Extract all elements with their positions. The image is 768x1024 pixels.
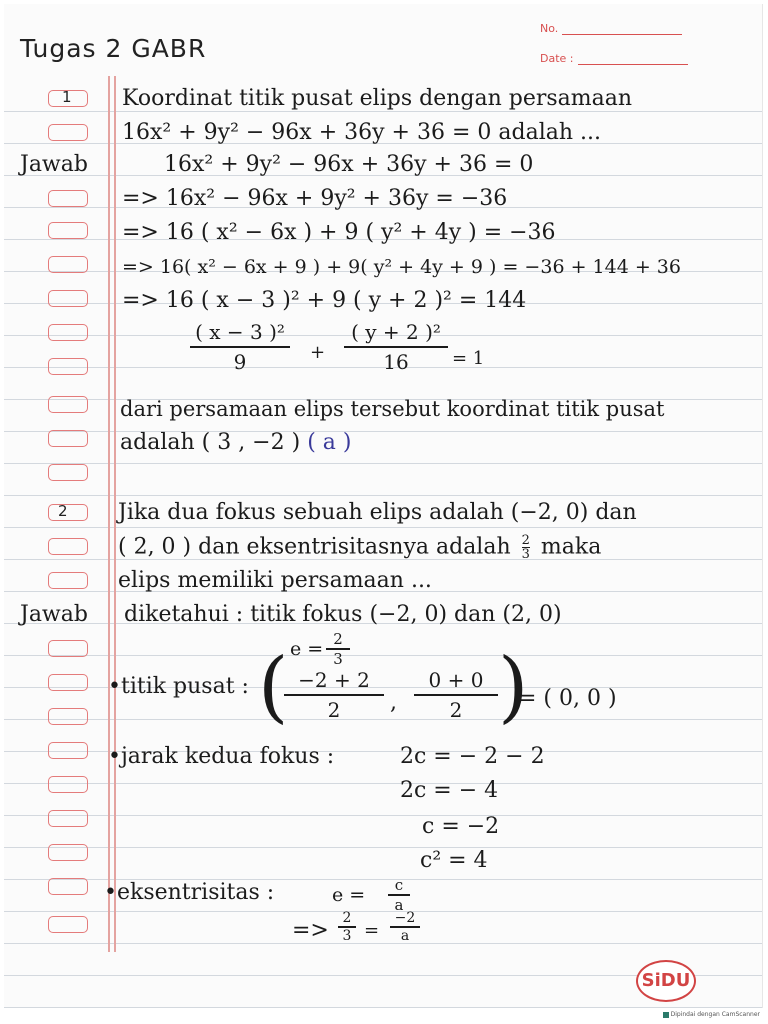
fraction-numerator: ( y + 2 )²: [351, 320, 441, 344]
center-coordinate: adalah ( 3 , −2 ): [120, 430, 301, 455]
fraction-numerator: −2: [394, 910, 416, 926]
distance-step: 2c = − 2 − 2: [400, 744, 545, 769]
known-line: diketahui : titik fokus (−2, 0) dan (2, 0): [124, 602, 562, 627]
fraction: [326, 630, 350, 668]
margin-box: [48, 708, 88, 725]
fraction-numerator: 2: [521, 533, 530, 548]
conclusion-line: dari persamaan elips tersebut koordinat titik pusat: [120, 397, 665, 421]
fraction-bar: [414, 694, 498, 696]
distance-label: •jarak kedua fokus :: [108, 744, 335, 769]
margin-box: [48, 572, 88, 589]
fraction-denominator: a: [400, 928, 410, 944]
paren-right: ): [498, 642, 529, 732]
margin-box: [48, 124, 88, 141]
scanner-watermark: [663, 1011, 760, 1018]
margin-box: [48, 324, 88, 341]
margin-box: [48, 640, 88, 657]
margin-line: [108, 76, 110, 952]
fraction-numerator: ( x − 3 )²: [195, 320, 285, 344]
fraction: [190, 320, 290, 374]
ecc-arrow: =>: [292, 918, 329, 943]
ecc-e: e =: [332, 884, 366, 906]
fraction: [338, 910, 356, 944]
no-field: [540, 22, 682, 35]
scanner-text: Dipindai dengan CamScanner: [670, 1011, 760, 1018]
camscanner-icon: [663, 1012, 669, 1018]
margin-box: [48, 742, 88, 759]
page-title: Tugas 2 GABR: [20, 34, 207, 63]
solution-step: => 16x² − 96x + 9y² + 36y = −36: [122, 186, 508, 211]
margin-box: [48, 256, 88, 273]
margin-box: [48, 358, 88, 375]
solution-step: => 16 ( x² − 6x ) + 9 ( y² + 4y ) = −36: [122, 220, 556, 245]
distance-step: c² = 4: [420, 848, 488, 873]
question-line: 16x² + 9y² − 96x + 36y + 36 = 0 adalah ...: [122, 120, 601, 145]
fraction-bar: [284, 694, 384, 696]
margin-box: [48, 430, 88, 447]
comma: ,: [390, 690, 397, 715]
brand-logo: SiDU: [636, 960, 696, 1002]
fraction-denominator: 2: [449, 698, 463, 722]
question-line: [118, 534, 601, 561]
notebook-page: [4, 4, 763, 1008]
fraction-denominator: 9: [233, 350, 247, 374]
distance-step: c = −2: [422, 814, 500, 839]
fraction-numerator: −2 + 2: [298, 668, 370, 692]
e-label: e =: [290, 638, 324, 660]
margin-box: [48, 190, 88, 207]
question-line: Jika dua fokus sebuah elips adalah (−2, 0) dan: [118, 500, 637, 525]
margin-box: [48, 916, 88, 933]
fraction: [414, 668, 498, 722]
question-text: maka: [540, 534, 602, 560]
problem-number: 2: [58, 502, 68, 520]
answer-choice: ( a ): [307, 430, 352, 455]
date-field: [540, 52, 688, 65]
fraction: [390, 910, 420, 944]
fraction-denominator: 3: [342, 928, 352, 944]
fraction-numerator: 2: [342, 910, 352, 926]
margin-box: [48, 504, 88, 521]
margin-box: [48, 810, 88, 827]
fraction-bar: [190, 346, 290, 348]
margin-box: [48, 222, 88, 239]
margin-box: [48, 674, 88, 691]
fraction-numerator: 0 + 0: [428, 668, 484, 692]
problem-number: 1: [62, 88, 72, 106]
margin-box: [48, 878, 88, 895]
question-text: ( 2, 0 ) dan eksentrisitasnya adalah: [118, 534, 511, 560]
question-line: elips memiliki persamaan ...: [118, 568, 432, 593]
fraction: [522, 534, 530, 561]
distance-step: 2c = − 4: [400, 778, 499, 803]
margin-box: [48, 464, 88, 481]
equals-one: = 1: [452, 348, 485, 369]
fraction-numerator: 2: [333, 630, 343, 648]
margin-box: [48, 776, 88, 793]
fraction: [388, 876, 410, 914]
fraction-denominator: 3: [521, 547, 530, 562]
margin-box: [48, 290, 88, 307]
no-label: No.: [540, 22, 559, 35]
fraction: [344, 320, 448, 374]
jawab-label: Jawab: [20, 152, 88, 177]
plus-sign: +: [310, 342, 326, 363]
solution-step: => 16 ( x − 3 )² + 9 ( y + 2 )² = 144: [122, 288, 527, 313]
center-label: •titik pusat :: [108, 674, 249, 699]
conclusion-line: [120, 430, 351, 456]
fraction-denominator: 2: [327, 698, 341, 722]
fraction-numerator: c: [394, 876, 404, 894]
fraction-bar: [344, 346, 448, 348]
fraction-denominator: 3: [333, 650, 343, 668]
solution-step: 16x² + 9y² − 96x + 36y + 36 = 0: [164, 152, 534, 177]
jawab-label: Jawab: [20, 602, 88, 627]
margin-line: [114, 76, 116, 952]
question-line: Koordinat titik pusat elips dengan persamaan: [122, 86, 633, 111]
ecc-equals: =: [364, 920, 380, 941]
margin-box: [48, 844, 88, 861]
eccentricity-label: •eksentrisitas :: [104, 880, 275, 905]
paren-left: (: [258, 642, 289, 732]
margin-box: [48, 538, 88, 555]
fraction-denominator: a: [394, 896, 404, 914]
margin-box: [48, 396, 88, 413]
fraction-denominator: 16: [383, 350, 409, 374]
date-label: Date :: [540, 52, 574, 65]
fraction: [284, 668, 384, 722]
center-result: = ( 0, 0 ): [518, 686, 617, 711]
solution-step: => 16( x² − 6x + 9 ) + 9( y² + 4y + 9 ) = −36 + 144 + 36: [122, 256, 681, 278]
